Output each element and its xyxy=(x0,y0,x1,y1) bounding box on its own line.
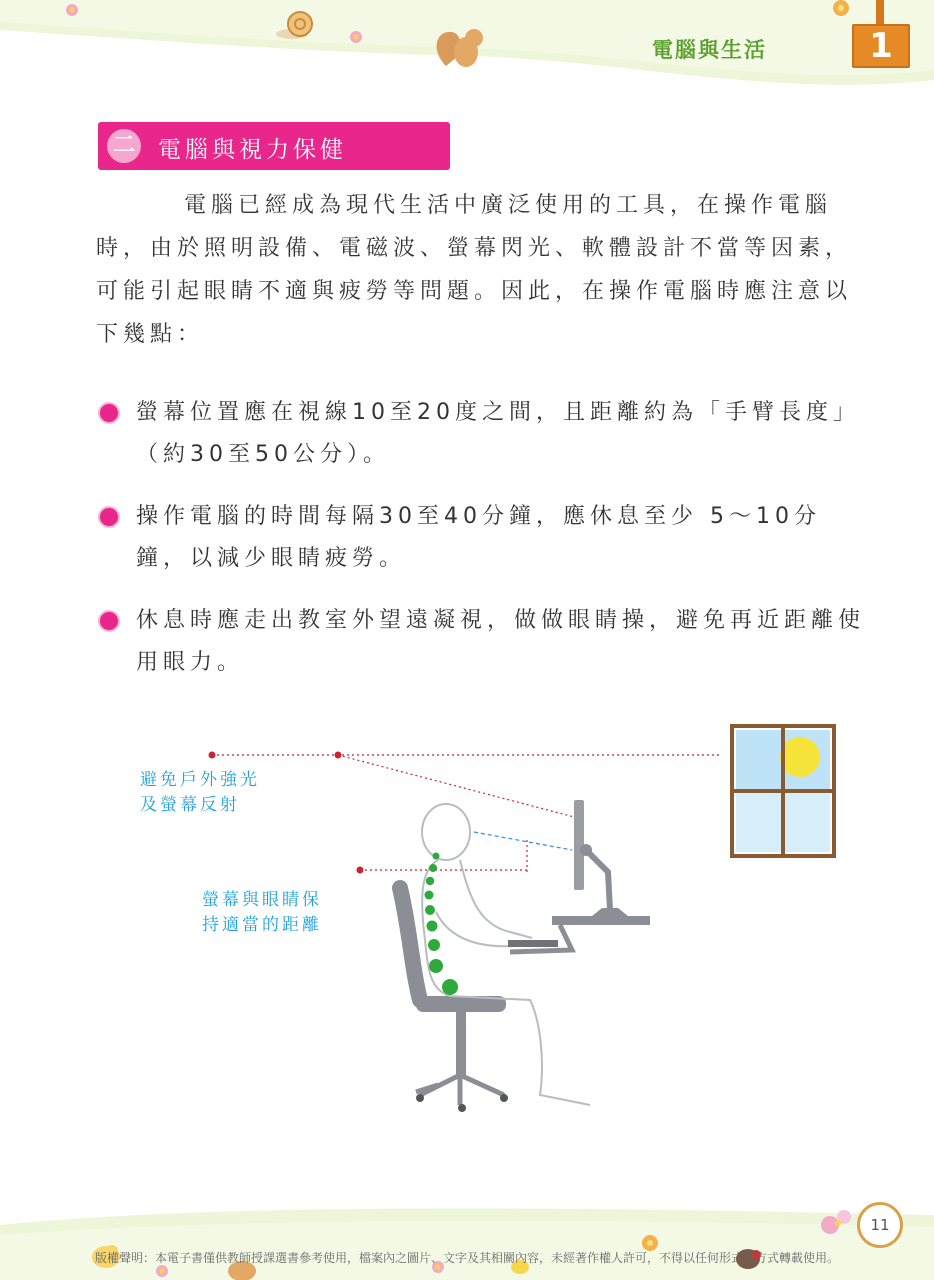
section-number: 二 xyxy=(107,129,141,163)
tips-list xyxy=(96,392,871,704)
page-number: 11 xyxy=(857,1202,903,1248)
bullet-icon xyxy=(100,508,118,526)
chapter-tab xyxy=(852,24,910,68)
section-title: 電腦與視力保健 xyxy=(158,137,347,163)
keyboard-icon xyxy=(508,940,558,947)
chapter-number: 1 xyxy=(869,26,893,66)
desk-icon xyxy=(508,916,650,952)
list-item xyxy=(96,496,871,580)
section-heading xyxy=(98,122,450,170)
flower-icon xyxy=(156,1265,168,1277)
flower-icon xyxy=(350,31,362,43)
window-icon xyxy=(732,726,834,856)
list-item-text: 休息時應走出教室外望遠凝視，做做眼睛操，避免再近距離使用眼力。 xyxy=(136,608,866,675)
sun-icon xyxy=(780,737,820,777)
copyright-notice: 版權聲明：本電子書僅供教師授課選書參考使用，檔案內之圖片、文字及其相關內容，未經著作權人許可，不得以任何形式或方式轉載使用。 xyxy=(94,1251,839,1265)
intro-paragraph: 電腦已經成為現代生活中廣泛使用的工具，在操作電腦時，由於照明設備、電磁波、螢幕閃光、軟體設計不當等因素，可能引起眼睛不適與疲勞等問題。因此，在操作電腦時應注意以下幾點： xyxy=(96,193,853,347)
list-item xyxy=(96,392,871,476)
flower-icon xyxy=(833,0,849,16)
bullet-icon xyxy=(100,612,118,630)
list-item xyxy=(96,600,871,684)
chair-icon xyxy=(400,888,508,1112)
distance-label: 螢幕與眼睛保 持適當的距離 xyxy=(202,890,322,935)
flower-icon xyxy=(66,4,78,16)
monitor-icon xyxy=(574,800,628,916)
page-header-title: 電腦與生活 xyxy=(652,38,767,62)
header-background xyxy=(0,0,934,120)
posture-illustration xyxy=(120,700,860,1130)
glare-label: 避免戶外強光 及螢幕反射 xyxy=(140,770,260,815)
list-item-text: 操作電腦的時間每隔30至40分鐘，應休息至少 5～10分鐘，以減少眼睛疲勞。 xyxy=(136,504,821,571)
bullet-icon xyxy=(100,404,118,422)
list-item-text: 螢幕位置應在視線10至20度之間，且距離約為「手臂長度」（約30至50公分）。 xyxy=(136,400,860,467)
chapter-tab-pole xyxy=(876,0,884,26)
